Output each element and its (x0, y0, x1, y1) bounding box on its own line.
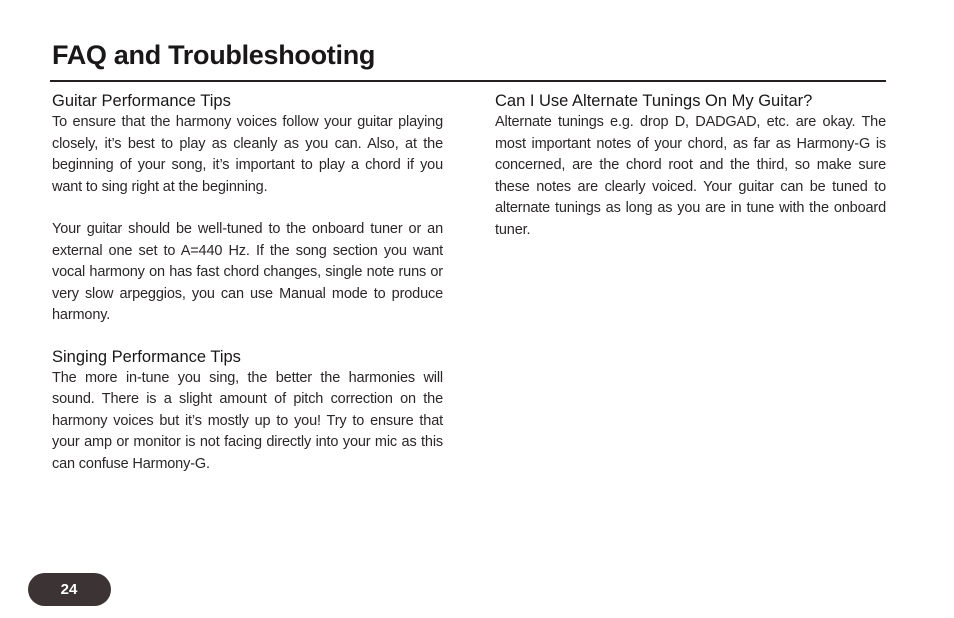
title-divider (50, 80, 886, 82)
alternate-tunings-section (495, 91, 886, 241)
paragraph: Your guitar should be well-tuned to the onboard tuner or an external one set to A=440 Hz. If the song section you want vocal harmony on has fast chord changes, single note runs or very slow arpeggios, you can use Manual mode to produce harmony. (52, 221, 443, 323)
paragraph: To ensure that the harmony voices follow your guitar playing closely, it’s best to play as cleanly as you can. Also, at the beginning of your song, it’s important to play a chord if you want to sing right at the beginning. (52, 114, 443, 195)
singing-performance-tips-section (52, 347, 443, 476)
paragraph: Alternate tunings e.g. drop D, DADGAD, etc. are okay. The most important notes of your chord, as far as Harmony-G is concerned, are the chord root and the third, so make sure these notes are clearly voiced. Your guitar can be tuned to alternate tunings as long as you are in tune with the onboard tuner. (495, 114, 886, 238)
page-number-tab (28, 573, 111, 606)
page-title: FAQ and Troubleshooting (52, 40, 376, 70)
section-heading-alternate-tunings: Can I Use Alternate Tunings On My Guitar? (495, 92, 813, 110)
left-column (52, 91, 443, 475)
page-number: 24 (60, 581, 78, 598)
guitar-performance-tips-section (52, 91, 443, 327)
section-heading-singing-performance: Singing Performance Tips (52, 347, 241, 366)
right-column (495, 91, 886, 241)
section-heading-guitar-performance: Guitar Performance Tips (52, 92, 231, 110)
paragraph: The more in-tune you sing, the better the harmonies will sound. There is a slight amount of pitch correction on the harmony voices but it’s mostly up to you! Try to ensure that your amp or monitor is not facing directly into your mic as this can confuse Harmony-G. (52, 369, 443, 472)
